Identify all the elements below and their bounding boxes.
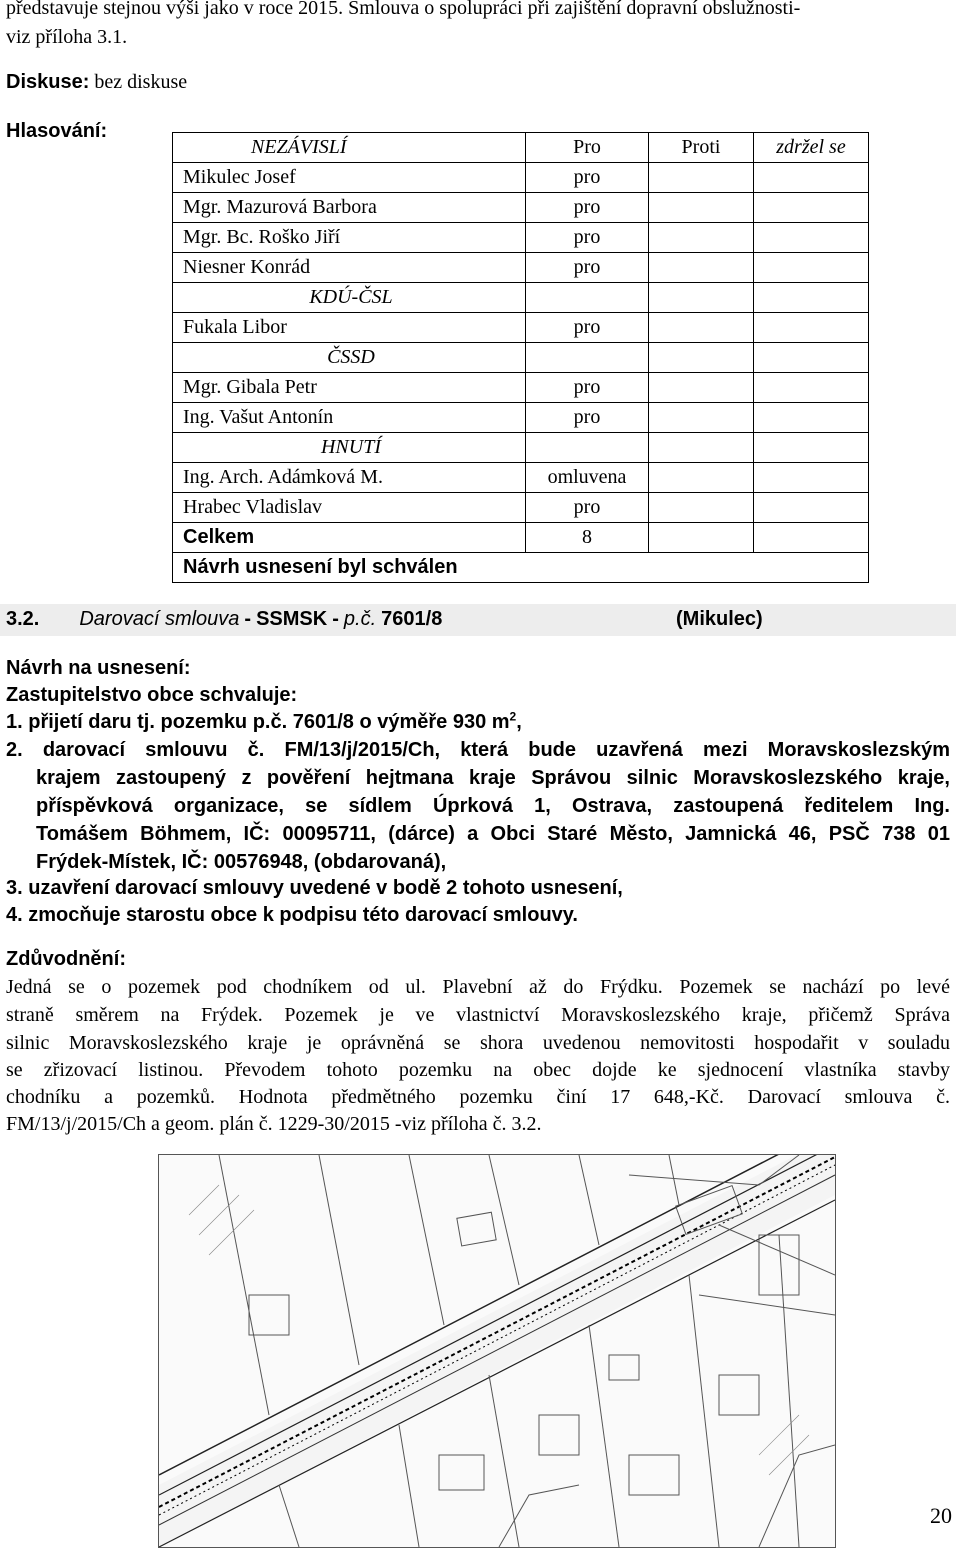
cadastral-map-image [158,1154,836,1548]
section-sep: - [244,608,252,630]
table-row [173,193,869,223]
navrh-item-2-line-2: krajem zastoupený z pověření hejtmana kraje Správou silnic Moravskoslezského kraje, [36,767,950,789]
navrh-item-1-text: 1. přijetí daru tj. pozemku p.č. 7601/8 o výměře 930 m [6,711,510,733]
diskuse-line [6,68,187,97]
member-name: Ing. Arch. Adámková M. [173,463,526,493]
member-name: Mgr. Bc. Roško Jiří [173,223,526,253]
zduvodneni-line-4: se zřizovací listinou. Převodem tohoto pozemku na obec dojde ke sjednocení vlastníka stavby [6,1059,950,1081]
result-text: Návrh usnesení byl schválen [173,553,869,583]
zduvodneni-line-1: Jedná se o pozemek pod chodníkem od ul. Plavební až do Frýdku. Pozemek se nachází po levé [6,976,950,998]
table-row-party [173,433,869,463]
vote-pro: pro [526,313,649,343]
member-name: Ing. Vašut Antonín [173,403,526,433]
hlasovani-label: Hlasování: [6,120,108,142]
section-heading [6,605,442,634]
member-name: Fukala Libor [173,313,526,343]
navrh-item-2-line-5: Frýdek-Místek, IČ: 00576948, (obdarovaná), [36,851,447,873]
member-name: Mikulec Josef [173,163,526,193]
vote-pro: pro [526,493,649,523]
section-org: SSMSK [256,608,328,630]
intro-line-1: představuje stejnou výši jako v roce 2015. Smlouva o spolupráci při zajištění dopravní obslužnosti- [6,0,801,19]
party-name: HNUTÍ [173,433,526,463]
zduvodneni-line-5: chodníku a pozemků. Hodnota předmětného pozemku činí 17 648,-Kč. Darovací smlouva č. [6,1086,950,1108]
section-title: Darovací smlouva [79,608,240,630]
header-group: NEZÁVISLÍ [173,133,526,163]
navrh-item-4: 4. zmocňuje starostu obce k podpisu této darovací smlouvy. [6,904,578,926]
navrh-item-3: 3. uzavření darovací smlouvy uvedené v bodě 2 tohoto usnesení, [6,877,623,899]
table-row [173,403,869,433]
header-pro: Pro [526,133,649,163]
header-zdrzel: zdržel se [754,133,869,163]
section-sep-2: - [332,608,339,630]
navrh-item-1-sup: 2 [509,709,517,724]
vote-pro: pro [526,373,649,403]
navrh-item-2-line-1: 2. darovací smlouvu č. FM/13/j/2015/Ch, která bude uzavřená mezi Moravskoslezským [6,739,950,761]
zduvodneni-label: Zdůvodnění: [6,948,126,970]
vote-pro: pro [526,193,649,223]
total-value: 8 [526,523,649,553]
header-proti: Proti [649,133,754,163]
party-name: KDÚ-ČSL [173,283,526,313]
table-row [173,313,869,343]
section-parcel: 7601/8 [381,608,443,630]
vote-table-header [173,133,869,163]
vote-table [172,132,869,583]
diskuse-label: Diskuse: [6,71,90,93]
navrh-item-2-line-4: Tomášem Böhmem, IČ: 00095711, (dárce) a Obci Staré Město, Jamnická 46, PSČ 738 01 [36,823,950,845]
section-parcel-label: p.č. [343,608,377,630]
navrh-item-2-line-3: příspěvková organizace, se sídlem Úprková 1, Ostrava, zastoupená ředitelem Ing. [36,795,950,817]
total-label: Celkem [173,523,526,553]
cadastral-map-drawing [159,1155,835,1547]
diskuse-text: bez diskuse [94,71,188,93]
zduvodneni-line-2: straně směrem na Frýdek. Pozemek je ve vlastnictví Moravskoslezského kraje, přičemž Správa [6,1004,950,1026]
table-row [173,163,869,193]
navrh-label: Návrh na usnesení: [6,657,191,679]
table-row [173,223,869,253]
section-presenter: (Mikulec) [676,608,763,630]
member-name: Niesner Konrád [173,253,526,283]
section-number: 3.2. [6,608,40,630]
table-row [173,253,869,283]
vote-pro: pro [526,163,649,193]
navrh-intro: Zastupitelstvo obce schvaluje: [6,684,298,706]
page-number: 20 [930,1503,952,1528]
table-row [173,373,869,403]
vote-pro: pro [526,253,649,283]
zduvodneni-line-6: FM/13/j/2015/Ch a geom. plán č. 1229-30/2015 -viz příloha č. 3.2. [6,1113,542,1135]
member-name: Mgr. Gibala Petr [173,373,526,403]
member-name: Hrabec Vladislav [173,493,526,523]
table-row-result [173,553,869,583]
vote-pro: omluvena [526,463,649,493]
table-row [173,463,869,493]
table-row-total [173,523,869,553]
zduvodneni-line-3: silnic Moravskoslezského kraje je oprávněná se shora uvedenou nemovitosti hospodařit v souladu [6,1032,950,1054]
member-name: Mgr. Mazurová Barbora [173,193,526,223]
navrh-item-1-end: , [516,711,522,733]
table-row [173,493,869,523]
table-row-party [173,343,869,373]
party-name: ČSSD [173,343,526,373]
vote-pro: pro [526,223,649,253]
intro-line-2: viz příloha 3.1. [6,26,128,48]
table-row-party [173,283,869,313]
vote-pro: pro [526,403,649,433]
navrh-item-1 [6,708,522,737]
